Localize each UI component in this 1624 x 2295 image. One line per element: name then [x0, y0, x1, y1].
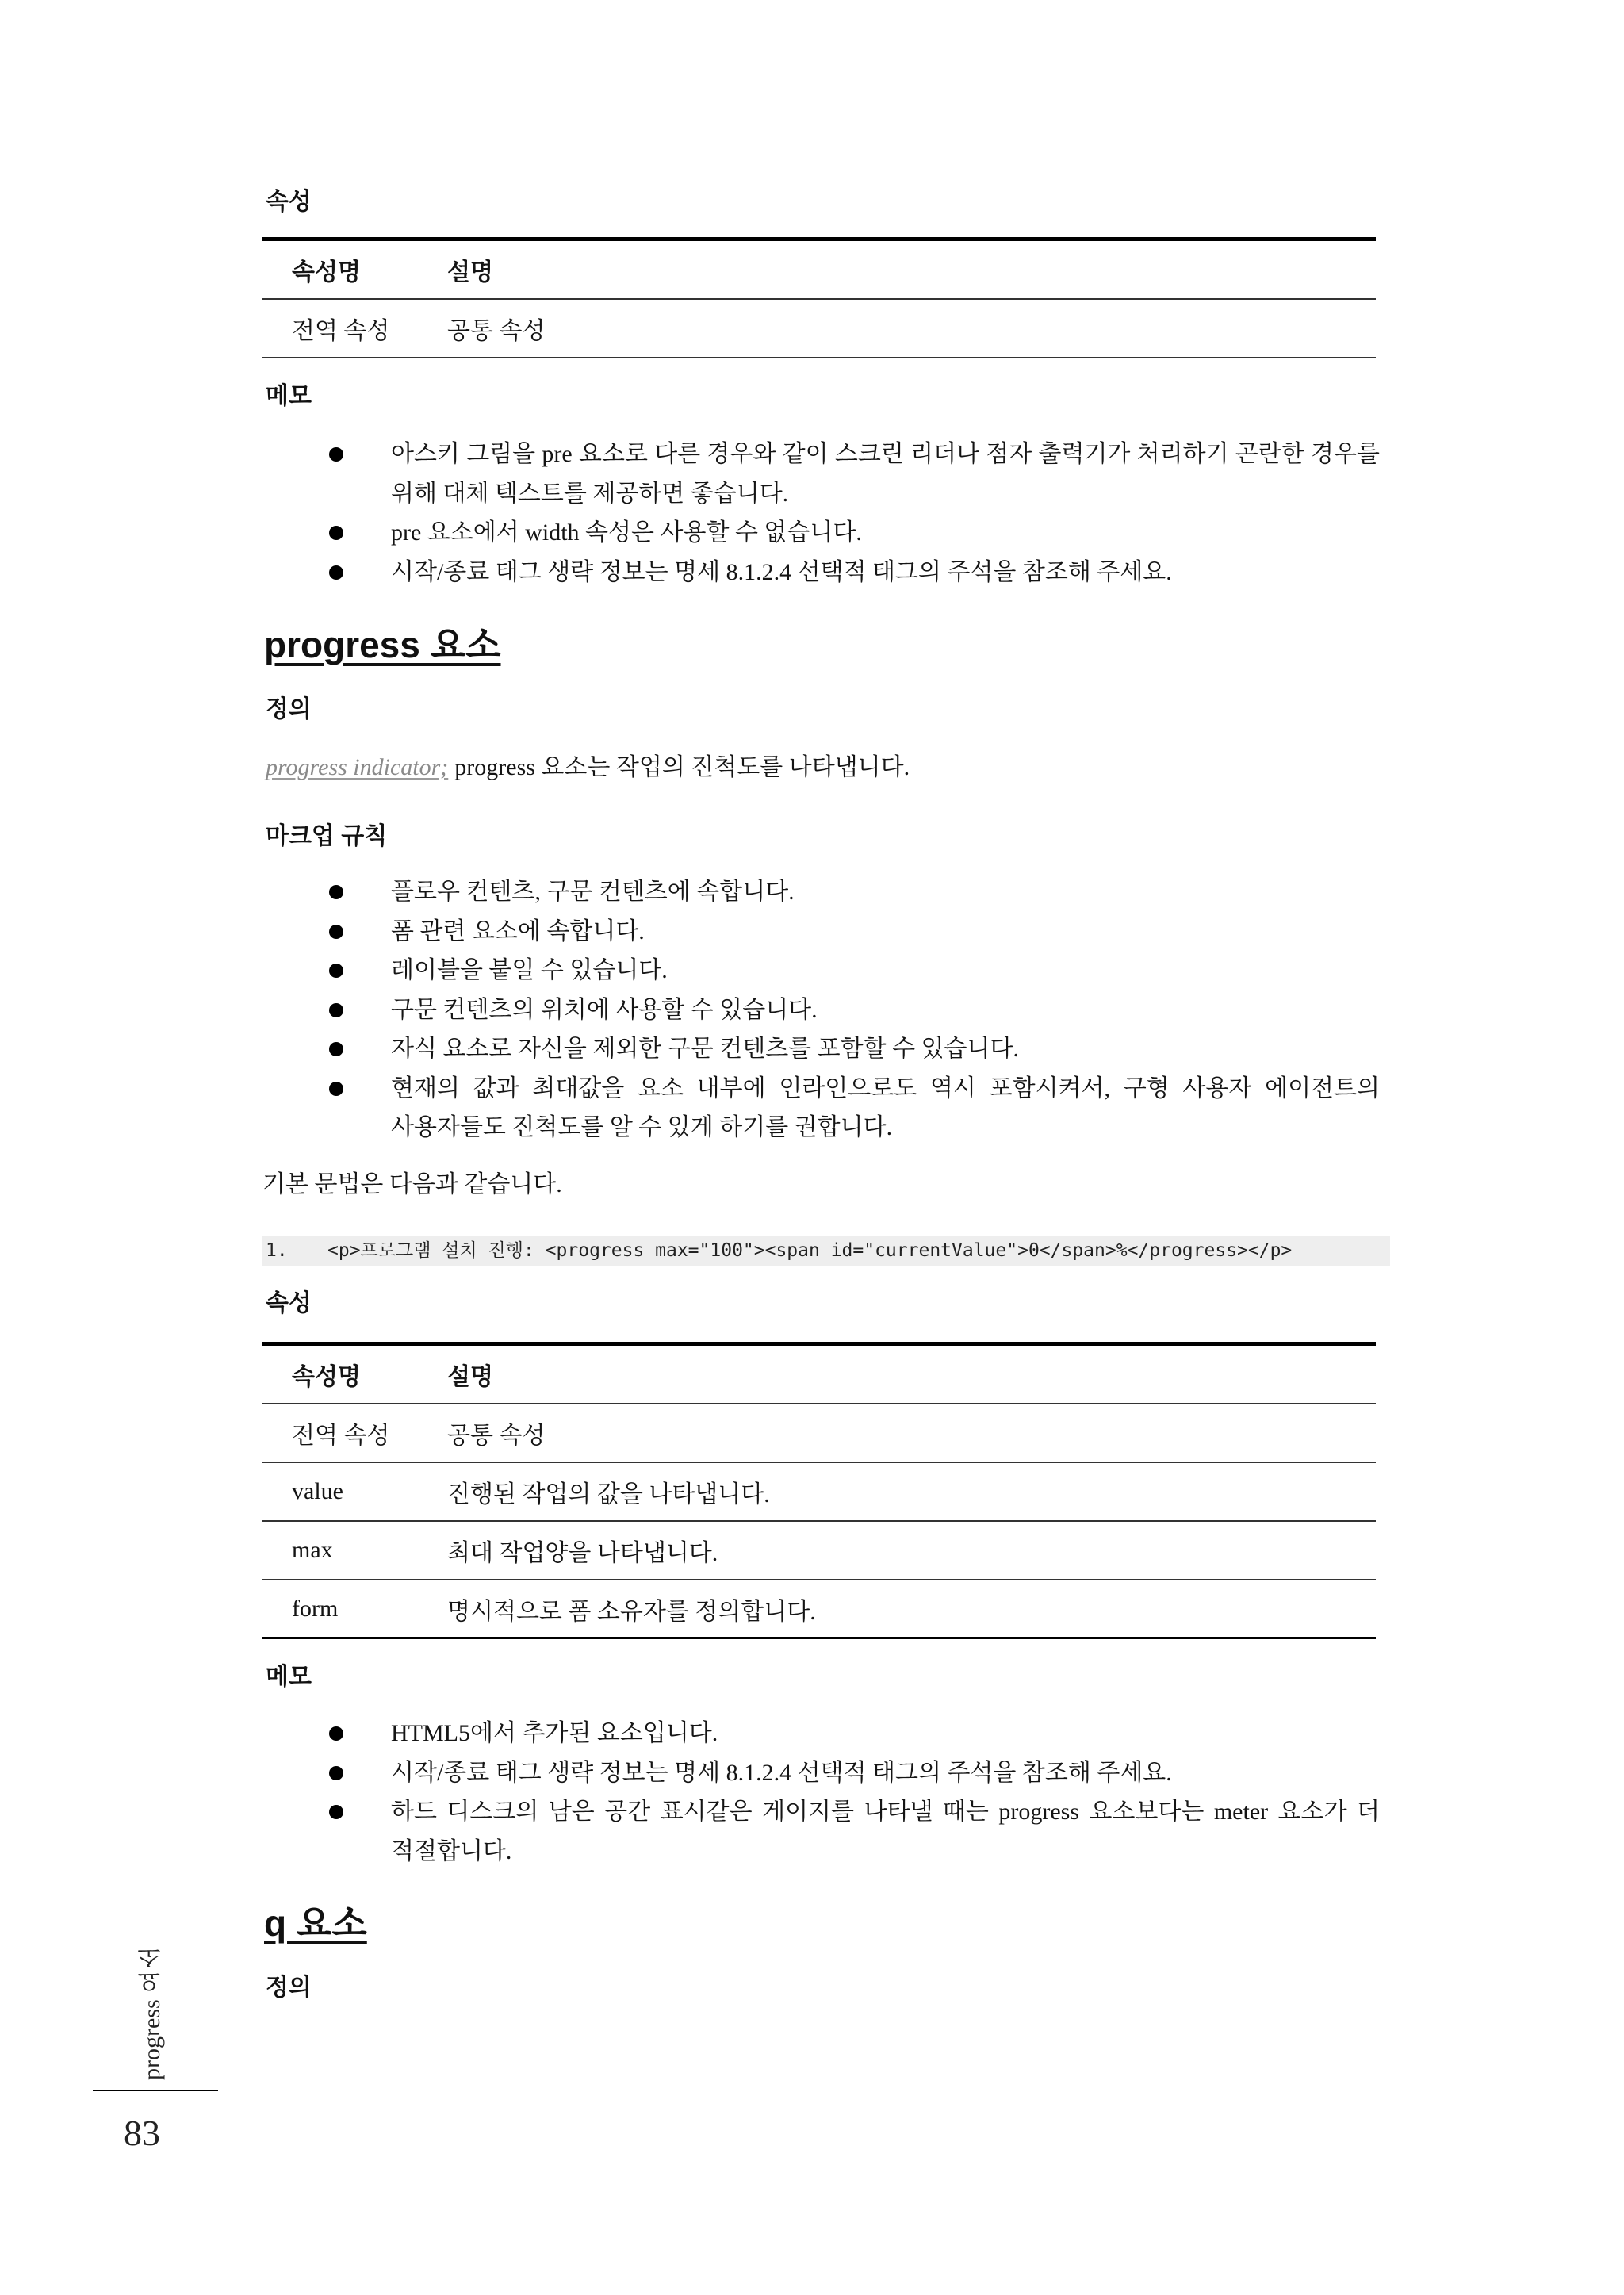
running-head: progress 요소: [139, 1945, 165, 2080]
section-title: progress 요소: [264, 624, 501, 665]
attributes-heading: 속성: [266, 189, 312, 215]
bullet-icon: [329, 1042, 343, 1056]
table-header-row: [262, 241, 1376, 300]
list-item-text: 아스키 그림을 pre 요소로 다른 경우와 같이 스크린 리더나 점자 출력기가 처리하기 곤란한 경우를 위해 대체 텍스트를 제공하면 좋습니다.: [391, 441, 1380, 507]
column-header-description: 설명: [447, 259, 493, 285]
list-item-text: 플로우 컨텐츠, 구문 컨텐츠에 속합니다.: [391, 879, 795, 905]
list-item: [262, 1069, 1380, 1148]
list-item-text: 시작/종료 태그 생략 정보는 명세 8.1.2.4 선택적 태그의 주석을 참조해 주세요.: [391, 558, 1172, 585]
list-item-text: 하드 디스크의 남은 공간 표시같은 게이지를 나타낼 때는 progress 요소보다는 meter 요소가 더 적절합니다.: [391, 1799, 1380, 1864]
table-header-row: [262, 1346, 1376, 1404]
table-row: [262, 1522, 1376, 1580]
syntax-intro: 기본 문법은 다음과 같습니다.: [262, 1171, 562, 1197]
list-item: [262, 1714, 1380, 1753]
list-item: [262, 435, 1380, 513]
code-line: <p>프로그램 설치 진행: <progress max="100"><span id="currentValue">0</span>%</progress></p>: [327, 1240, 1293, 1261]
list-item: [262, 1029, 1380, 1069]
attribute-description: 공통 속성: [447, 1423, 546, 1449]
bullet-icon: [329, 1003, 343, 1017]
list-item-text: 자식 요소로 자신을 제외한 구문 컨텐츠를 포함할 수 있습니다.: [391, 1036, 1019, 1062]
attribute-name: form: [292, 1595, 339, 1622]
attributes-table: [262, 237, 1376, 358]
page-number: 83: [124, 2113, 160, 2153]
memo-list: [262, 435, 1380, 592]
bullet-icon: [329, 1805, 343, 1819]
memo-list: [262, 1714, 1380, 1871]
attribute-name: 전역 속성: [292, 318, 390, 344]
list-item-text: HTML5에서 추가된 요소입니다.: [391, 1720, 718, 1746]
margin-divider: [93, 2090, 218, 2091]
table-row: [262, 300, 1376, 358]
memo-heading: 메모: [266, 383, 312, 409]
attribute-name: max: [292, 1537, 333, 1563]
attributes-heading: 속성: [266, 1290, 312, 1316]
list-item-text: pre 요소에서 width 속성은 사용할 수 없습니다.: [391, 519, 862, 546]
markup-rules-list: [262, 872, 1380, 1148]
list-item-text: 레이블을 붙일 수 있습니다.: [391, 957, 668, 983]
table-row: [262, 1463, 1376, 1522]
list-item: [262, 1792, 1380, 1871]
definition-text: progress 요소는 작업의 진척도를 나타냅니다.: [454, 754, 910, 780]
bullet-icon: [329, 1726, 343, 1741]
bullet-icon: [329, 565, 343, 580]
table-row: [262, 1404, 1376, 1463]
attribute-description: 공통 속성: [447, 318, 546, 344]
code-line-number: 1.: [266, 1240, 288, 1261]
definition-paragraph: [266, 748, 910, 787]
list-item: [262, 553, 1380, 592]
list-item-text: 현재의 값과 최대값을 요소 내부에 인라인으로도 역시 포함시켜서, 구형 사용자 에이전트의 사용자들도 진척도를 알 수 있게 하기를 권합니다.: [391, 1075, 1380, 1140]
attribute-name: 전역 속성: [292, 1423, 390, 1449]
definition-heading: 정의: [266, 696, 312, 722]
attribute-description: 진행된 작업의 값을 나타냅니다.: [447, 1481, 770, 1508]
bullet-icon: [329, 526, 343, 540]
list-item: [262, 513, 1380, 553]
list-item: [262, 990, 1380, 1030]
definition-term-link[interactable]: progress indicator;: [266, 754, 449, 780]
memo-heading: 메모: [266, 1664, 312, 1690]
markup-rules-heading: 마크업 규칙: [266, 823, 388, 849]
code-block: [262, 1236, 1390, 1266]
column-header-description: 설명: [447, 1364, 493, 1390]
list-item: [262, 912, 1380, 952]
column-header-name: 속성명: [292, 1364, 361, 1390]
attribute-description: 명시적으로 폼 소유자를 정의합니다.: [447, 1598, 816, 1625]
list-item-text: 시작/종료 태그 생략 정보는 명세 8.1.2.4 선택적 태그의 주석을 참조해 주세요.: [391, 1759, 1172, 1786]
bullet-icon: [329, 885, 343, 899]
section-title: q 요소: [264, 1902, 367, 1944]
attributes-table: [262, 1342, 1376, 1639]
attribute-name: value: [292, 1478, 343, 1504]
bullet-icon: [329, 447, 343, 462]
attribute-description: 최대 작업양을 나타냅니다.: [447, 1540, 718, 1566]
bullet-icon: [329, 1082, 343, 1096]
list-item: [262, 951, 1380, 990]
list-item: [262, 872, 1380, 912]
column-header-name: 속성명: [292, 259, 361, 285]
bullet-icon: [329, 1766, 343, 1780]
table-row: [262, 1580, 1376, 1639]
bullet-icon: [329, 964, 343, 978]
bullet-icon: [329, 925, 343, 939]
list-item-text: 폼 관련 요소에 속합니다.: [391, 918, 645, 944]
definition-heading: 정의: [266, 1975, 312, 2001]
list-item-text: 구문 컨텐츠의 위치에 사용할 수 있습니다.: [391, 996, 818, 1023]
list-item: [262, 1753, 1380, 1793]
